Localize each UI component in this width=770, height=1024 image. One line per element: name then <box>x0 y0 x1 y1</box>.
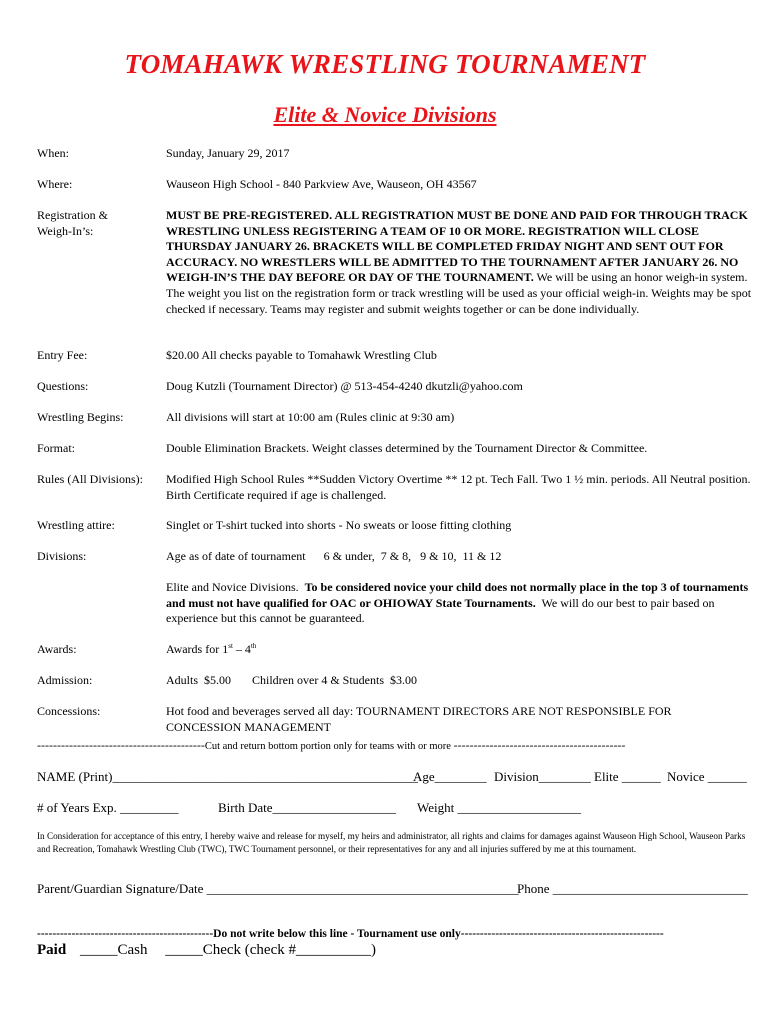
registration-label-line-2: Weigh-In’s: <box>37 223 94 238</box>
begins-value: All divisions will start at 10:00 am (Rules clinic at 9:30 am) <box>166 410 455 424</box>
attire-value: Singlet or T-shirt tucked into shorts - No sweats or loose fitting clothing <box>166 518 512 532</box>
concessions-label: Concessions: <box>37 704 101 718</box>
format-label: Format: <box>37 441 75 455</box>
rules-value: Modified High School Rules **Sudden Victory Overtime ** 12 pt. Tech Fall. Two 1 ½ min. periods. All Neutral position. Birth Certificate required if age is challenged. <box>166 472 751 502</box>
awards-sup-1: st <box>228 642 233 650</box>
registration-regular-text: We will be using an honor weigh-in system. The weight you list on the registration form or track wrestling will be used as your official weigh-in. Weights may be spot checked if necessary. Teams may register and submit weights together or can be done individually. <box>166 270 752 316</box>
concessions-value: Hot food and beverages served all day: TOURNAMENT DIRECTORS ARE NOT RESPONSIBLE FOR CONCESSION MANAGEMENT <box>166 704 672 734</box>
years-experience-field[interactable]: # of Years Exp. _________ <box>37 800 179 815</box>
when-value: Sunday, January 29, 2017 <box>166 146 290 160</box>
questions-label: Questions: <box>37 379 89 393</box>
rules-label: Rules (All Divisions): <box>37 472 144 486</box>
waiver-text: In Consideration for acceptance of this entry, I hereby waive and release for myself, my heirs and administrator, all rights and claims for damages against Wauseon High School, Wauseon Parks and Recreation, Tomahawk Wrestling Club (TWC), TWC Tournament personnel, or their representatives for any and all injuries suffered by me at this tournament. <box>37 831 746 854</box>
cash-field[interactable]: _____Cash <box>79 942 148 958</box>
begins-label: Wrestling Begins: <box>37 410 124 424</box>
name-field[interactable]: NAME (Print)_______________________________________________ <box>37 769 418 784</box>
elite-field[interactable]: Elite ______ <box>594 769 661 784</box>
registration-label <box>37 208 165 239</box>
registration-bold-text: MUST BE PRE-REGISTERED. ALL REGISTRATION MUST BE DONE AND PAID FOR THROUGH TRACK WRESTLING UNLESS REGISTERING A TEAM OF 10 OR MORE. REGISTRATION WILL CLOSE THURSDAY JANUARY 26. BRACKETS WILL BE COMPLETED FRIDAY NIGHT AND SENT OUT FOR ACCURACY. NO WRESTLERS WILL BE ADMITTED TO THE TOURNAMENT AFTER JANUARY 26. NO WEIGH-IN’S THE DAY BEFORE OR DAY OF THE TOURNAMENT. <box>166 208 748 285</box>
awards-prefix: Awards for 1 <box>166 642 229 656</box>
check-field[interactable]: _____Check (check #__________) <box>165 942 376 958</box>
novice-field[interactable]: Novice ______ <box>667 769 747 784</box>
registration-value <box>166 208 756 317</box>
office-use-divider: ----------------------------------------------Do not write below this line - Tournament use only----------------------------------------------------- <box>37 928 664 940</box>
paid-label: Paid <box>37 942 67 958</box>
weight-field[interactable]: Weight ___________________ <box>417 800 581 815</box>
age-field[interactable]: Age________ <box>413 769 487 784</box>
page-subtitle: Elite & Novice Divisions <box>273 102 497 127</box>
divisions-value: Age as of date of tournament 6 & under, 7 & 8, 9 & 10, 11 & 12 <box>166 549 502 563</box>
admission-label: Admission: <box>37 673 93 687</box>
entry-fee-value: $20.00 All checks payable to Tomahawk Wrestling Club <box>166 348 437 362</box>
divisions-note-text-2: We will do our best to pair based on experience but this cannot be guaranteed. <box>166 595 718 626</box>
divisions-note-text-1: Elite and Novice Divisions. <box>166 580 305 594</box>
divisions-label: Divisions: <box>37 549 87 563</box>
attire-label: Wrestling attire: <box>37 518 115 532</box>
page-title: TOMAHAWK WRESTLING TOURNAMENT <box>124 49 646 79</box>
signature-field[interactable]: Parent/Guardian Signature/Date ________________________________________________ <box>37 881 519 896</box>
payment-line <box>37 942 376 959</box>
awards-label: Awards: <box>37 642 77 656</box>
awards-dash: – 4 <box>232 642 251 656</box>
cut-line-text: Cut and return bottom portion only for teams with or more <box>204 741 454 752</box>
where-label: Where: <box>37 177 73 191</box>
cut-line-right: ------------------------------------------- <box>453 738 626 752</box>
phone-field[interactable]: Phone ______________________________ <box>517 881 748 896</box>
format-value: Double Elimination Brackets. Weight classes determined by the Tournament Director & Committee. <box>166 441 648 455</box>
birth-date-field[interactable]: Birth Date___________________ <box>218 800 397 815</box>
division-field[interactable]: Division________ <box>494 769 591 784</box>
awards-value <box>166 642 756 658</box>
where-value: Wauseon High School - 840 Parkview Ave, Wauseon, OH 43567 <box>166 177 477 191</box>
entry-fee-label: Entry Fee: <box>37 348 88 362</box>
registration-label-line-1: Registration & <box>37 208 108 222</box>
cut-line-left: ------------------------------------------ <box>37 738 205 752</box>
awards-sup-2: th <box>250 642 257 650</box>
when-label: When: <box>37 146 69 160</box>
admission-value: Adults $5.00 Children over 4 & Students $3.00 <box>166 673 417 687</box>
questions-value: Doug Kutzli (Tournament Director) @ 513-454-4240 dkutzli@yahoo.com <box>166 379 523 393</box>
cut-line <box>37 738 737 753</box>
divisions-note-bold: To be considered novice your child does not normally place in the top 3 of tournaments and must not have qualified for OAC or OHIOWAY State Tournaments. <box>166 580 749 610</box>
divisions-note <box>166 580 756 627</box>
